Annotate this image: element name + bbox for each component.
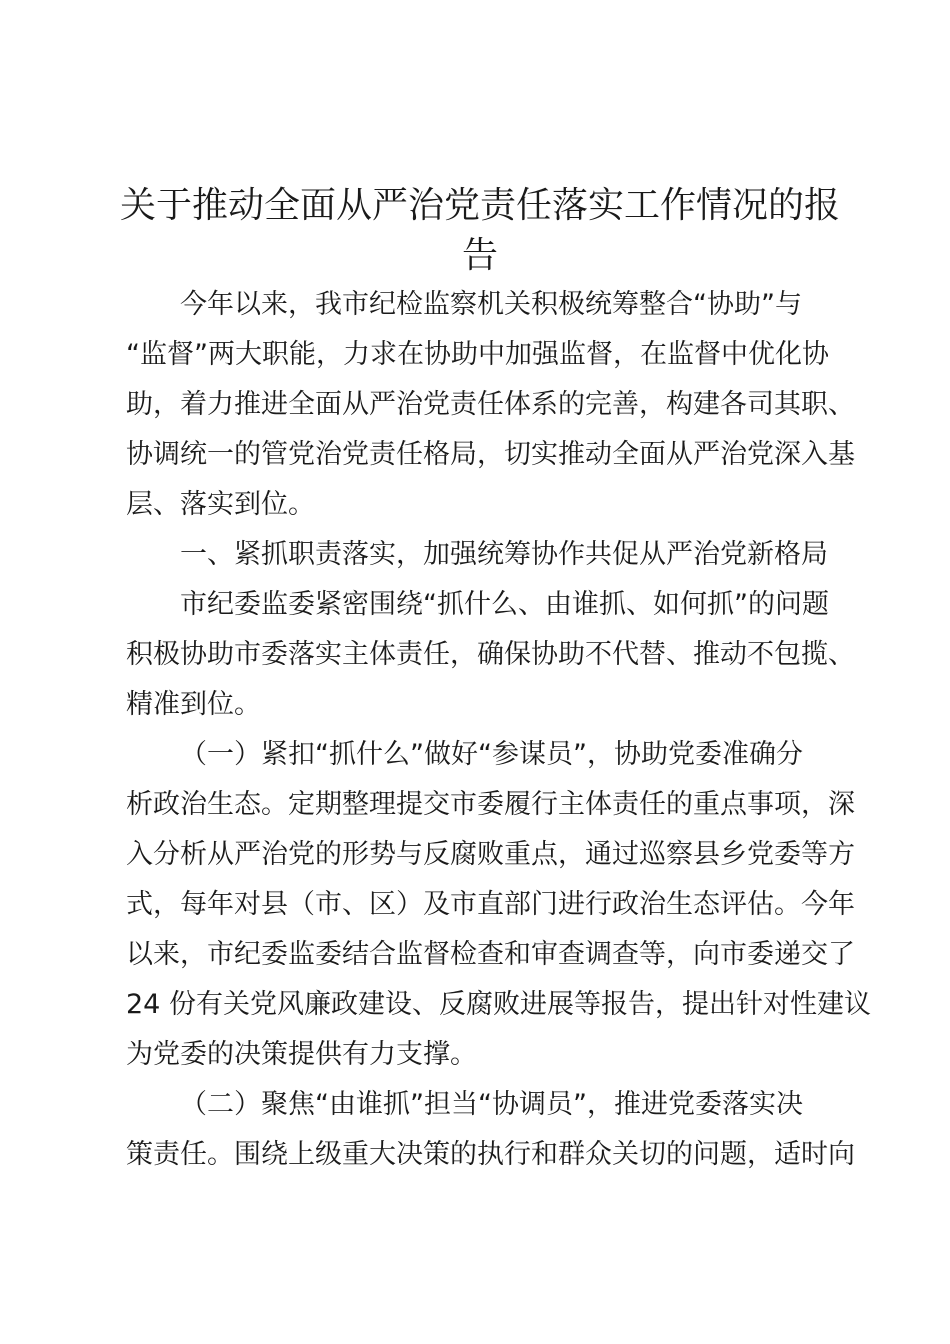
body-line: 市纪委监委紧密围绕“抓什么、由谁抓、如何抓”的问题 [180,589,829,620]
body-line: 积极协助市委落实主体责任，确保协助不代替、推动不包揽、 [126,639,855,670]
body-line: 协调统一的管党治党责任格局，切实推动全面从严治党深入基 [126,439,855,470]
body-line: 为党委的决策提供有力支撑。 [126,1039,477,1070]
document-title-line-2: 告 [461,235,498,276]
subsection-line: （一）紧扣“抓什么”做好“参谋员”，协助党委准确分 [180,739,803,770]
body-line: 层、落实到位。 [126,489,315,520]
document-title-line-1: 关于推动全面从严治党责任落实工作情况的报 [120,185,841,226]
body-line: 析政治生态。定期整理提交市委履行主体责任的重点事项，深 [126,789,855,820]
subsection-line: （二）聚焦“由谁抓”担当“协调员”，推进党委落实决 [180,1089,803,1120]
body-line: 式，每年对县（市、区）及市直部门进行政治生态评估。今年 [126,889,855,920]
body-line: 策责任。围绕上级重大决策的执行和群众关切的问题，适时向 [126,1139,855,1170]
body-line: “监督”两大职能，力求在协助中加强监督，在监督中优化协 [126,339,829,370]
body-line: 今年以来，我市纪检监察机关积极统筹整合“协助”与 [180,289,802,320]
body-line: 精准到位。 [126,689,261,720]
body-line: 助，着力推进全面从严治党责任体系的完善，构建各司其职、 [126,389,855,420]
body-line: 24 份有关党风廉政建设、反腐败进展等报告，提出针对性建议 [126,989,871,1020]
body-line: 以来，市纪委监委结合监督检查和审查调查等，向市委递交了 [126,939,855,970]
section-heading: 一、紧抓职责落实，加强统筹协作共促从严治党新格局 [180,539,828,570]
body-line: 入分析从严治党的形势与反腐败重点，通过巡察县乡党委等方 [126,839,855,870]
